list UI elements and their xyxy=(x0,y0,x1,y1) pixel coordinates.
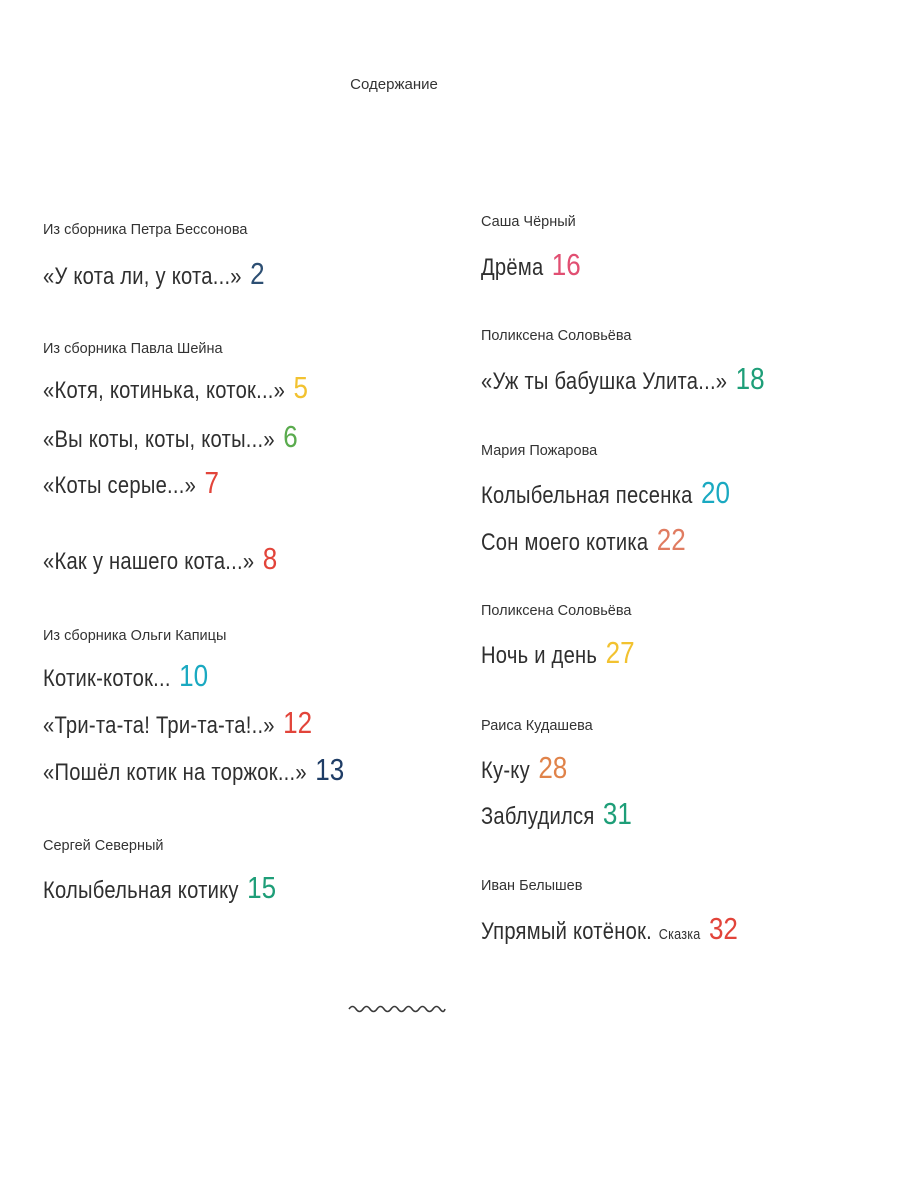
toc-entry[interactable] xyxy=(481,635,635,671)
toc-entry[interactable] xyxy=(43,419,298,455)
toc-entry[interactable] xyxy=(43,870,276,906)
author-heading: Поликсена Соловьёва xyxy=(481,328,632,344)
entry-title: Ночь и день xyxy=(481,642,598,669)
entry-title: Сон моего котика xyxy=(481,529,649,556)
author-heading: Сергей Северный xyxy=(43,838,164,854)
page-number: 15 xyxy=(247,870,277,905)
author-heading: Раиса Кудашева xyxy=(481,718,593,734)
toc-entry[interactable] xyxy=(43,541,277,577)
author-heading: Иван Белышев xyxy=(481,878,583,894)
author-heading: Саша Чёрный xyxy=(481,214,576,230)
page-number: 10 xyxy=(179,658,209,693)
entry-title: «Как у нашего кота...» xyxy=(43,548,255,575)
author-heading: Мария Пожарова xyxy=(481,443,598,459)
entry-title: «Котя, котинька, коток...» xyxy=(43,377,286,404)
page-number: 16 xyxy=(551,247,581,282)
page-title: Содержание xyxy=(350,76,438,93)
entry-title: «Коты серые...» xyxy=(43,472,197,499)
toc-entry[interactable] xyxy=(43,752,344,788)
toc-entry[interactable] xyxy=(481,750,567,786)
entry-title: «Уж ты бабушка Улита...» xyxy=(481,368,728,395)
toc-entry[interactable] xyxy=(481,247,581,283)
entry-title: «Вы коты, коты, коты...» xyxy=(43,426,275,453)
page-number: 5 xyxy=(293,370,309,405)
toc-entry[interactable] xyxy=(481,361,765,397)
wave-ornament xyxy=(347,1002,447,1016)
page-number: 28 xyxy=(538,750,568,785)
page-number: 32 xyxy=(708,911,738,946)
toc-entry[interactable] xyxy=(43,705,312,741)
page-number: 6 xyxy=(283,419,298,454)
toc-entry[interactable] xyxy=(481,796,632,832)
entry-title: Колыбельная котику xyxy=(43,877,239,904)
author-heading: Из сборника Петра Бессонова xyxy=(43,222,248,238)
page-number: 20 xyxy=(700,475,730,510)
page-number: 13 xyxy=(315,752,345,787)
entry-title: Котик-коток... xyxy=(43,665,171,692)
toc-entry[interactable] xyxy=(43,465,219,501)
entry-title: Дрёма xyxy=(481,254,544,281)
entry-title: Ку-ку xyxy=(481,757,530,784)
toc-entry[interactable] xyxy=(43,370,308,406)
page-number: 2 xyxy=(250,256,265,291)
toc-entry[interactable] xyxy=(43,658,208,694)
entry-title: «Пошёл котик на торжок...» xyxy=(43,759,307,786)
entry-title: Колыбельная песенка xyxy=(481,482,693,509)
entry-title: Заблудился xyxy=(481,803,595,830)
page-number: 8 xyxy=(262,541,278,576)
toc-entry[interactable] xyxy=(43,256,265,292)
page-number: 7 xyxy=(204,465,219,500)
page-number: 18 xyxy=(735,361,765,396)
author-heading: Поликсена Соловьёва xyxy=(481,603,632,619)
entry-title: Упрямый котёнок. xyxy=(481,918,652,945)
author-heading: Из сборника Павла Шейна xyxy=(43,341,223,357)
page-number: 22 xyxy=(656,522,686,557)
toc-entry[interactable] xyxy=(481,522,686,558)
author-heading: Из сборника Ольги Капицы xyxy=(43,628,227,644)
toc-entry[interactable] xyxy=(481,475,730,511)
entry-title: «У кота ли, у кота...» xyxy=(43,263,242,290)
page-number: 12 xyxy=(283,705,313,740)
entry-note: Сказка xyxy=(658,926,701,943)
toc-entry[interactable] xyxy=(481,911,738,947)
page-number: 27 xyxy=(605,635,635,670)
page-number: 31 xyxy=(602,796,632,831)
entry-title: «Три-та-та! Три-та-та!..» xyxy=(43,712,275,739)
